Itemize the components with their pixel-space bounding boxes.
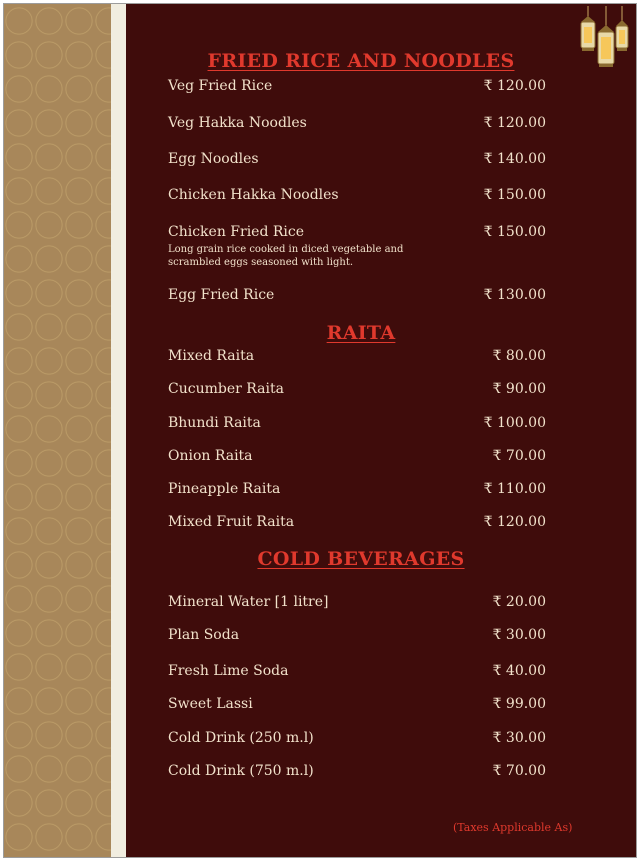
item-name: Cold Drink (750 m.l): [168, 763, 314, 779]
item-name: Bhundi Raita: [168, 415, 261, 431]
item-price: ₹ 120.00: [483, 78, 546, 94]
item-price: ₹ 99.00: [492, 696, 546, 712]
cream-divider: [111, 4, 126, 857]
item-name: Cold Drink (250 m.l): [168, 730, 314, 746]
item-price: ₹ 120.00: [483, 514, 546, 530]
section-heading: COLD BEVERAGES: [257, 548, 465, 570]
item-name: Pineapple Raita: [168, 481, 281, 497]
item-name: Mixed Fruit Raita: [168, 514, 295, 530]
item-price: ₹ 70.00: [492, 448, 546, 464]
item-price: ₹ 110.00: [483, 481, 546, 497]
item-name: Chicken Fried Rice: [168, 224, 305, 240]
section-heading: FRIED RICE AND NOODLES: [207, 50, 515, 72]
item-price: ₹ 150.00: [483, 187, 546, 203]
item-price: ₹ 30.00: [492, 627, 546, 643]
item-price: ₹ 20.00: [492, 594, 546, 610]
item-price: ₹ 70.00: [492, 763, 546, 779]
item-name: Fresh Lime Soda: [168, 663, 289, 679]
honeycomb-border: [4, 4, 111, 857]
item-name: Sweet Lassi: [168, 696, 253, 712]
item-name: Chicken Hakka Noodles: [168, 187, 339, 203]
item-price: ₹ 100.00: [483, 415, 546, 431]
item-price: ₹ 140.00: [483, 151, 546, 167]
item-price: ₹ 30.00: [492, 730, 546, 746]
item-price: ₹ 90.00: [492, 381, 546, 397]
item-name: Egg Fried Rice: [168, 287, 275, 303]
item-name: Onion Raita: [168, 448, 253, 464]
taxes-note: (Taxes Applicable As): [453, 821, 573, 834]
item-name: Plan Soda: [168, 627, 240, 643]
section-heading: RAITA: [326, 322, 396, 344]
item-price: ₹ 120.00: [483, 115, 546, 131]
item-price: ₹ 150.00: [483, 224, 546, 240]
item-price: ₹ 130.00: [483, 287, 546, 303]
item-description: Long grain rice cooked in diced vegetable and scrambled eggs seasoned with light.: [168, 244, 404, 268]
item-name: Egg Noodles: [168, 151, 259, 167]
item-price: ₹ 80.00: [492, 348, 546, 364]
hanging-lanterns-icon: [574, 6, 632, 78]
item-price: ₹ 40.00: [492, 663, 546, 679]
item-name: Cucumber Raita: [168, 381, 284, 397]
item-name: Mixed Raita: [168, 348, 255, 364]
item-name: Veg Fried Rice: [168, 78, 273, 94]
item-name: Mineral Water [1 litre]: [168, 594, 329, 610]
item-name: Veg Hakka Noodles: [168, 115, 307, 131]
